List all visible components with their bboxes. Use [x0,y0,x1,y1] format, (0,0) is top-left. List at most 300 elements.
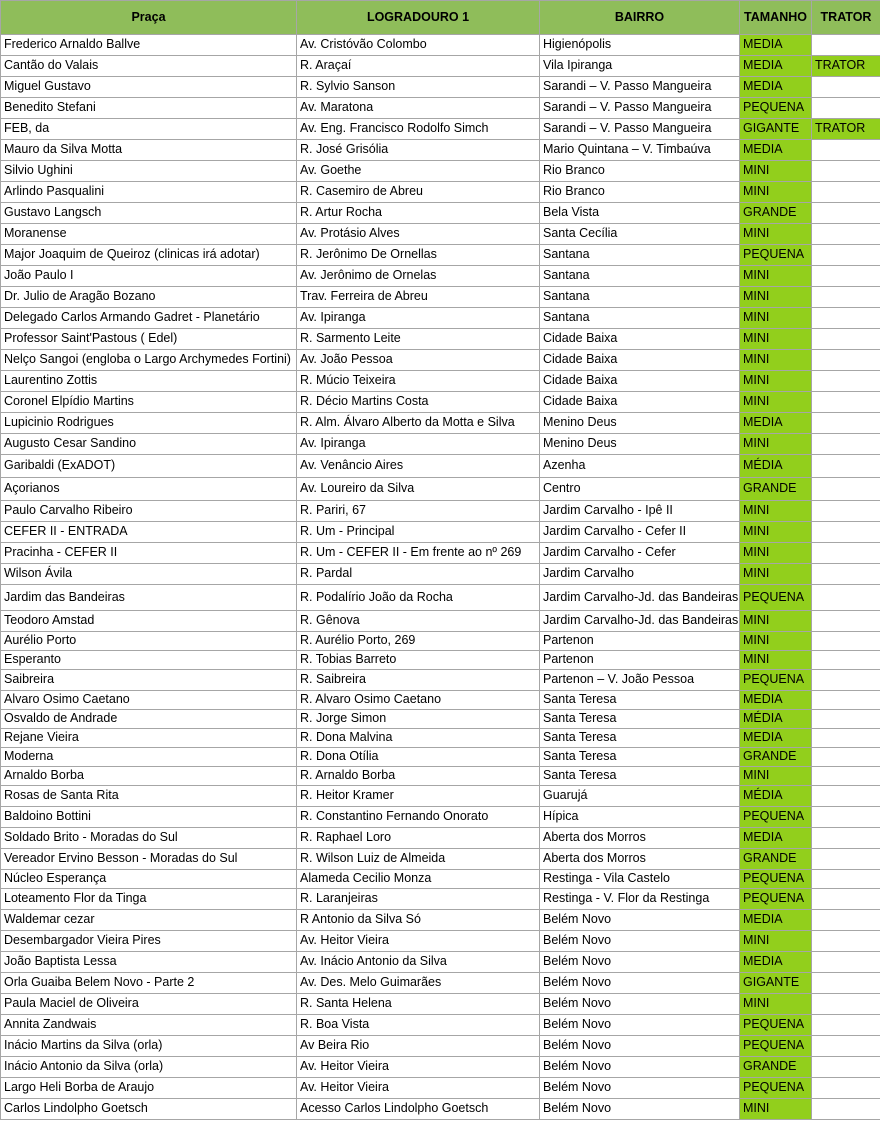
logradouro-cell[interactable]: R. Podalírio João da Rocha [297,585,540,611]
table-row [1,543,880,564]
trator-cell[interactable] [812,371,880,392]
header-trator[interactable]: TRATOR [812,1,880,35]
praca-cell[interactable]: Carlos Lindolpho Goetsch [1,1099,297,1120]
tamanho-cell[interactable]: MINI [740,994,812,1015]
logradouro-cell[interactable]: Av. Ipiranga [297,434,540,455]
bairro-cell[interactable]: Santa Teresa [540,767,740,786]
trator-cell[interactable] [812,729,880,748]
trator-cell[interactable] [812,807,880,828]
table-row [1,56,880,77]
logradouro-cell[interactable]: Av. Heitor Vieira [297,931,540,952]
table-row [1,910,880,931]
trator-cell[interactable]: TRATOR [812,119,880,140]
bairro-cell[interactable]: Menino Deus [540,434,740,455]
bairro-cell[interactable]: Partenon [540,651,740,670]
trator-cell[interactable] [812,585,880,611]
bairro-cell[interactable]: Belém Novo [540,1078,740,1099]
bairro-cell[interactable]: Santa Teresa [540,710,740,729]
logradouro-cell[interactable]: R. Araçaí [297,56,540,77]
tamanho-cell[interactable]: MEDIA [740,413,812,434]
praca-cell[interactable]: Aurélio Porto [1,632,297,651]
table-row [1,98,880,119]
trator-cell[interactable] [812,392,880,413]
tamanho-cell[interactable]: MINI [740,224,812,245]
logradouro-cell[interactable]: Av. Heitor Vieira [297,1078,540,1099]
table-row [1,371,880,392]
praca-cell[interactable]: Miguel Gustavo [1,77,297,98]
bairro-cell[interactable]: Sarandi – V. Passo Mangueira [540,98,740,119]
logradouro-cell[interactable]: R. Artur Rocha [297,203,540,224]
trator-cell[interactable] [812,478,880,501]
bairro-cell[interactable]: Vila Ipiranga [540,56,740,77]
logradouro-cell[interactable]: R. Casemiro de Abreu [297,182,540,203]
table-row [1,691,880,710]
trator-cell[interactable] [812,1099,880,1120]
bairro-cell[interactable]: Guarujá [540,786,740,807]
tamanho-cell[interactable]: MINI [740,632,812,651]
tamanho-cell[interactable]: GRANDE [740,1057,812,1078]
bairro-cell[interactable]: Cidade Baixa [540,371,740,392]
trator-cell[interactable] [812,710,880,729]
trator-cell[interactable] [812,870,880,889]
trator-cell[interactable] [812,455,880,478]
logradouro-cell[interactable]: R. Dona Otília [297,748,540,767]
logradouro-cell[interactable]: R. Raphael Loro [297,828,540,849]
trator-cell[interactable] [812,543,880,564]
tamanho-cell[interactable]: PEQUENA [740,670,812,691]
tamanho-cell[interactable]: MINI [740,931,812,952]
tamanho-cell[interactable]: MEDIA [740,691,812,710]
tamanho-cell[interactable]: MINI [740,161,812,182]
table-row [1,434,880,455]
logradouro-cell[interactable]: R. Wilson Luiz de Almeida [297,849,540,870]
bairro-cell[interactable]: Sarandi – V. Passo Mangueira [540,77,740,98]
tamanho-cell[interactable]: PEQUENA [740,870,812,889]
praca-cell[interactable]: João Paulo I [1,266,297,287]
bairro-cell[interactable]: Belém Novo [540,931,740,952]
logradouro-cell[interactable]: Av. Goethe [297,161,540,182]
bairro-cell[interactable]: Santana [540,308,740,329]
praca-cell[interactable]: Loteamento Flor da Tinga [1,889,297,910]
table-row [1,392,880,413]
praca-cell[interactable]: Lupicinio Rodrigues [1,413,297,434]
logradouro-cell[interactable]: R. Sylvio Sanson [297,77,540,98]
table-row [1,828,880,849]
table-row [1,119,880,140]
bairro-cell[interactable]: Higienópolis [540,35,740,56]
bairro-cell[interactable]: Hípica [540,807,740,828]
trator-cell[interactable] [812,1015,880,1036]
tamanho-cell[interactable]: MINI [740,767,812,786]
tamanho-cell[interactable]: PEQUENA [740,585,812,611]
logradouro-cell[interactable]: R. Gênova [297,611,540,632]
trator-cell[interactable] [812,828,880,849]
praca-cell[interactable]: Arlindo Pasqualini [1,182,297,203]
bairro-cell[interactable]: Jardim Carvalho - Cefer [540,543,740,564]
logradouro-cell[interactable]: R. Um - Principal [297,522,540,543]
bairro-cell[interactable]: Santana [540,245,740,266]
tamanho-cell[interactable]: MÉDIA [740,455,812,478]
logradouro-cell[interactable]: Av. Eng. Francisco Rodolfo Simch [297,119,540,140]
trator-cell[interactable] [812,1057,880,1078]
table-row [1,224,880,245]
trator-cell[interactable] [812,329,880,350]
bairro-cell[interactable]: Mario Quintana – V. Timbaúva [540,140,740,161]
bairro-cell[interactable]: Jardim Carvalho-Jd. das Bandeiras [540,611,740,632]
trator-cell[interactable] [812,910,880,931]
trator-cell[interactable] [812,564,880,585]
trator-cell[interactable] [812,1036,880,1057]
trator-cell[interactable] [812,611,880,632]
bairro-cell[interactable]: Belém Novo [540,1015,740,1036]
trator-cell[interactable] [812,35,880,56]
logradouro-cell[interactable]: R. Alm. Álvaro Alberto da Motta e Silva [297,413,540,434]
tamanho-cell[interactable]: MEDIA [740,910,812,931]
logradouro-cell[interactable]: Av. Des. Melo Guimarães [297,973,540,994]
praca-cell[interactable]: Paula Maciel de Oliveira [1,994,297,1015]
tamanho-cell[interactable]: GRANDE [740,478,812,501]
praca-cell[interactable]: João Baptista Lessa [1,952,297,973]
table-row [1,786,880,807]
logradouro-cell[interactable]: Trav. Ferreira de Abreu [297,287,540,308]
bairro-cell[interactable]: Sarandi – V. Passo Mangueira [540,119,740,140]
table-row [1,585,880,611]
table-row [1,973,880,994]
praca-cell[interactable]: Moranense [1,224,297,245]
praca-cell[interactable]: Saibreira [1,670,297,691]
trator-cell[interactable] [812,651,880,670]
praca-cell[interactable]: Arnaldo Borba [1,767,297,786]
logradouro-cell[interactable]: R. Décio Martins Costa [297,392,540,413]
trator-cell[interactable] [812,77,880,98]
logradouro-cell[interactable]: R. Múcio Teixeira [297,371,540,392]
tamanho-cell[interactable]: MINI [740,651,812,670]
trator-cell[interactable] [812,308,880,329]
praca-cell[interactable]: Açorianos [1,478,297,501]
trator-cell[interactable] [812,786,880,807]
trator-cell[interactable] [812,182,880,203]
trator-cell[interactable] [812,632,880,651]
praca-cell[interactable]: Baldoino Bottini [1,807,297,828]
tamanho-cell[interactable]: GIGANTE [740,973,812,994]
bairro-cell[interactable]: Belém Novo [540,973,740,994]
praca-cell[interactable]: Paulo Carvalho Ribeiro [1,501,297,522]
trator-cell[interactable] [812,245,880,266]
bairro-cell[interactable]: Jardim Carvalho - Ipê II [540,501,740,522]
bairro-cell[interactable]: Rio Branco [540,161,740,182]
logradouro-cell[interactable]: R. Sarmento Leite [297,329,540,350]
logradouro-cell[interactable]: R Antonio da Silva Só [297,910,540,931]
bairro-cell[interactable]: Santana [540,287,740,308]
praca-cell[interactable]: Pracinha - CEFER II [1,543,297,564]
header-logradouro[interactable]: LOGRADOURO 1 [297,1,540,35]
logradouro-cell[interactable]: Av. Heitor Vieira [297,1057,540,1078]
logradouro-cell[interactable]: R. Tobias Barreto [297,651,540,670]
bairro-cell[interactable]: Cidade Baixa [540,350,740,371]
logradouro-cell[interactable]: Av. João Pessoa [297,350,540,371]
logradouro-cell[interactable]: R. Laranjeiras [297,889,540,910]
bairro-cell[interactable]: Santa Teresa [540,748,740,767]
praca-cell[interactable]: Nelço Sangoi (engloba o Largo Archymedes Fortini) [1,350,297,371]
tamanho-cell[interactable]: PEQUENA [740,1078,812,1099]
trator-cell[interactable] [812,973,880,994]
table-row [1,1015,880,1036]
praca-cell[interactable]: Laurentino Zottis [1,371,297,392]
bairro-cell[interactable]: Belém Novo [540,1057,740,1078]
trator-cell[interactable] [812,140,880,161]
table-row [1,931,880,952]
praca-cell[interactable]: Major Joaquim de Queiroz (clinicas irá adotar) [1,245,297,266]
trator-cell[interactable] [812,767,880,786]
praca-cell[interactable]: Teodoro Amstad [1,611,297,632]
tamanho-cell[interactable]: MINI [740,287,812,308]
bairro-cell[interactable]: Restinga - V. Flor da Restinga [540,889,740,910]
bairro-cell[interactable]: Aberta dos Morros [540,828,740,849]
trator-cell[interactable] [812,522,880,543]
trator-cell[interactable] [812,931,880,952]
header-tamanho[interactable]: TAMANHO [740,1,812,35]
table-row [1,266,880,287]
praca-cell[interactable]: Esperanto [1,651,297,670]
praca-cell[interactable]: Garibaldi (ExADOT) [1,455,297,478]
trator-cell[interactable] [812,501,880,522]
tamanho-cell[interactable]: MÉDIA [740,710,812,729]
praca-cell[interactable]: Soldado Brito - Moradas do Sul [1,828,297,849]
bairro-cell[interactable]: Santa Cecília [540,224,740,245]
trator-cell[interactable] [812,1078,880,1099]
header-bairro[interactable]: BAIRRO [540,1,740,35]
logradouro-cell[interactable]: Av. Protásio Alves [297,224,540,245]
bairro-cell[interactable]: Jardim Carvalho - Cefer II [540,522,740,543]
praca-cell[interactable]: Frederico Arnaldo Ballve [1,35,297,56]
tamanho-cell[interactable]: PEQUENA [740,245,812,266]
trator-cell[interactable]: TRATOR [812,56,880,77]
praca-cell[interactable]: Cantão do Valais [1,56,297,77]
logradouro-cell[interactable]: R. Alvaro Osimo Caetano [297,691,540,710]
tamanho-cell[interactable]: MEDIA [740,77,812,98]
tamanho-cell[interactable]: MINI [740,266,812,287]
tamanho-cell[interactable]: GRANDE [740,849,812,870]
logradouro-cell[interactable]: R. Pariri, 67 [297,501,540,522]
bairro-cell[interactable]: Partenon [540,632,740,651]
trator-cell[interactable] [812,994,880,1015]
logradouro-cell[interactable]: R. Boa Vista [297,1015,540,1036]
logradouro-cell[interactable]: R. Um - CEFER II - Em frente ao nº 269 [297,543,540,564]
bairro-cell[interactable]: Belém Novo [540,994,740,1015]
bairro-cell[interactable]: Santa Teresa [540,729,740,748]
logradouro-cell[interactable]: Av Beira Rio [297,1036,540,1057]
logradouro-cell[interactable]: R. Aurélio Porto, 269 [297,632,540,651]
praca-cell[interactable]: Professor Saint'Pastous ( Edel) [1,329,297,350]
logradouro-cell[interactable]: R. Heitor Kramer [297,786,540,807]
table-row [1,350,880,371]
table-row [1,308,880,329]
trator-cell[interactable] [812,434,880,455]
bairro-cell[interactable]: Aberta dos Morros [540,849,740,870]
trator-cell[interactable] [812,287,880,308]
praca-cell[interactable]: Silvio Ughini [1,161,297,182]
tamanho-cell[interactable]: MINI [740,522,812,543]
tamanho-cell[interactable]: PEQUENA [740,1036,812,1057]
bairro-cell[interactable]: Belém Novo [540,1036,740,1057]
tamanho-cell[interactable]: MINI [740,371,812,392]
tamanho-cell[interactable]: MINI [740,392,812,413]
trator-cell[interactable] [812,889,880,910]
tamanho-cell[interactable]: MEDIA [740,56,812,77]
praca-cell[interactable]: Inácio Antonio da Silva (orla) [1,1057,297,1078]
praca-cell[interactable]: Rejane Vieira [1,729,297,748]
tamanho-cell[interactable]: GIGANTE [740,119,812,140]
logradouro-cell[interactable]: R. José Grisólia [297,140,540,161]
praca-cell[interactable]: Benedito Stefani [1,98,297,119]
trator-cell[interactable] [812,161,880,182]
tamanho-cell[interactable]: MINI [740,501,812,522]
praca-cell[interactable]: Annita Zandwais [1,1015,297,1036]
logradouro-cell[interactable]: Av. Venâncio Aires [297,455,540,478]
praca-cell[interactable]: Orla Guaiba Belem Novo - Parte 2 [1,973,297,994]
tamanho-cell[interactable]: MÉDIA [740,786,812,807]
trator-cell[interactable] [812,670,880,691]
praca-cell[interactable]: Núcleo Esperança [1,870,297,889]
bairro-cell[interactable]: Santa Teresa [540,691,740,710]
logradouro-cell[interactable]: R. Dona Malvina [297,729,540,748]
tamanho-cell[interactable]: PEQUENA [740,1015,812,1036]
tamanho-cell[interactable]: MEDIA [740,140,812,161]
bairro-cell[interactable]: Centro [540,478,740,501]
praca-cell[interactable]: Dr. Julio de Aragão Bozano [1,287,297,308]
trator-cell[interactable] [812,350,880,371]
praca-cell[interactable]: Coronel Elpídio Martins [1,392,297,413]
bairro-cell[interactable]: Azenha [540,455,740,478]
tamanho-cell[interactable]: MEDIA [740,952,812,973]
bairro-cell[interactable]: Menino Deus [540,413,740,434]
logradouro-cell[interactable]: R. Saibreira [297,670,540,691]
tamanho-cell[interactable]: GRANDE [740,748,812,767]
tamanho-cell[interactable]: MINI [740,564,812,585]
bairro-cell[interactable]: Belém Novo [540,1099,740,1120]
logradouro-cell[interactable]: R. Constantino Fernando Onorato [297,807,540,828]
logradouro-cell[interactable]: R. Pardal [297,564,540,585]
tamanho-cell[interactable]: MINI [740,308,812,329]
table-row [1,413,880,434]
praca-cell[interactable]: Delegado Carlos Armando Gadret - Planetário [1,308,297,329]
tamanho-cell[interactable]: MINI [740,350,812,371]
logradouro-cell[interactable]: Av. Maratona [297,98,540,119]
tamanho-cell[interactable]: MINI [740,329,812,350]
tamanho-cell[interactable]: MINI [740,182,812,203]
table-row [1,994,880,1015]
trator-cell[interactable] [812,748,880,767]
tamanho-cell[interactable]: MEDIA [740,35,812,56]
tamanho-cell[interactable]: PEQUENA [740,807,812,828]
table-row [1,287,880,308]
bairro-cell[interactable]: Belém Novo [540,952,740,973]
bairro-cell[interactable]: Cidade Baixa [540,392,740,413]
trator-cell[interactable] [812,224,880,245]
trator-cell[interactable] [812,413,880,434]
praca-cell[interactable]: CEFER II - ENTRADA [1,522,297,543]
tamanho-cell[interactable]: PEQUENA [740,889,812,910]
table-row [1,35,880,56]
table-row [1,245,880,266]
table-row [1,161,880,182]
bairro-cell[interactable]: Santana [540,266,740,287]
table-row [1,1099,880,1120]
tamanho-cell[interactable]: GRANDE [740,203,812,224]
table-row [1,889,880,910]
praca-cell[interactable]: Largo Heli Borba de Araujo [1,1078,297,1099]
praca-cell[interactable]: Mauro da Silva Motta [1,140,297,161]
tamanho-cell[interactable]: MEDIA [740,729,812,748]
bairro-cell[interactable]: Restinga - Vila Castelo [540,870,740,889]
tamanho-cell[interactable]: MEDIA [740,828,812,849]
tamanho-cell[interactable]: MINI [740,434,812,455]
trator-cell[interactable] [812,266,880,287]
bairro-cell[interactable]: Jardim Carvalho-Jd. das Bandeiras [540,585,740,611]
bairro-cell[interactable]: Cidade Baixa [540,329,740,350]
logradouro-cell[interactable]: Av. Ipiranga [297,308,540,329]
trator-cell[interactable] [812,98,880,119]
bairro-cell[interactable]: Belém Novo [540,910,740,931]
table-row [1,182,880,203]
tamanho-cell[interactable]: PEQUENA [740,98,812,119]
table-row [1,522,880,543]
bairro-cell[interactable]: Bela Vista [540,203,740,224]
trator-cell[interactable] [812,203,880,224]
bairro-cell[interactable]: Partenon – V. João Pessoa [540,670,740,691]
praca-cell[interactable]: Inácio Martins da Silva (orla) [1,1036,297,1057]
logradouro-cell[interactable]: Av. Inácio Antonio da Silva [297,952,540,973]
table-row [1,478,880,501]
logradouro-cell[interactable]: Av. Cristóvão Colombo [297,35,540,56]
tamanho-cell[interactable]: MINI [740,611,812,632]
trator-cell[interactable] [812,691,880,710]
logradouro-cell[interactable]: R. Jorge Simon [297,710,540,729]
praca-cell[interactable]: Waldemar cezar [1,910,297,931]
table-row [1,651,880,670]
trator-cell[interactable] [812,952,880,973]
logradouro-cell[interactable]: R. Arnaldo Borba [297,767,540,786]
praca-cell[interactable]: Desembargador Vieira Pires [1,931,297,952]
praca-cell[interactable]: Alvaro Osimo Caetano [1,691,297,710]
header-row [1,1,880,35]
logradouro-cell[interactable]: R. Santa Helena [297,994,540,1015]
logradouro-cell[interactable]: R. Jerônimo De Ornellas [297,245,540,266]
praca-cell[interactable]: Wilson Ávila [1,564,297,585]
logradouro-cell[interactable]: Acesso Carlos Lindolpho Goetsch [297,1099,540,1120]
table-row [1,670,880,691]
table-row [1,767,880,786]
praca-cell[interactable]: Jardim das Bandeiras [1,585,297,611]
praca-cell[interactable]: Gustavo Langsch [1,203,297,224]
bairro-cell[interactable]: Jardim Carvalho [540,564,740,585]
praca-cell[interactable]: Augusto Cesar Sandino [1,434,297,455]
bairro-cell[interactable]: Rio Branco [540,182,740,203]
table-row [1,1057,880,1078]
praca-cell[interactable]: FEB, da [1,119,297,140]
logradouro-cell[interactable]: Av. Loureiro da Silva [297,478,540,501]
logradouro-cell[interactable]: Av. Jerônimo de Ornelas [297,266,540,287]
praca-cell[interactable]: Moderna [1,748,297,767]
tamanho-cell[interactable]: MINI [740,543,812,564]
praca-cell[interactable]: Vereador Ervino Besson - Moradas do Sul [1,849,297,870]
trator-cell[interactable] [812,849,880,870]
header-praca[interactable]: Praça [1,1,297,35]
praca-cell[interactable]: Osvaldo de Andrade [1,710,297,729]
tamanho-cell[interactable]: MINI [740,1099,812,1120]
praca-cell[interactable]: Rosas de Santa Rita [1,786,297,807]
logradouro-cell[interactable]: Alameda Cecilio Monza [297,870,540,889]
